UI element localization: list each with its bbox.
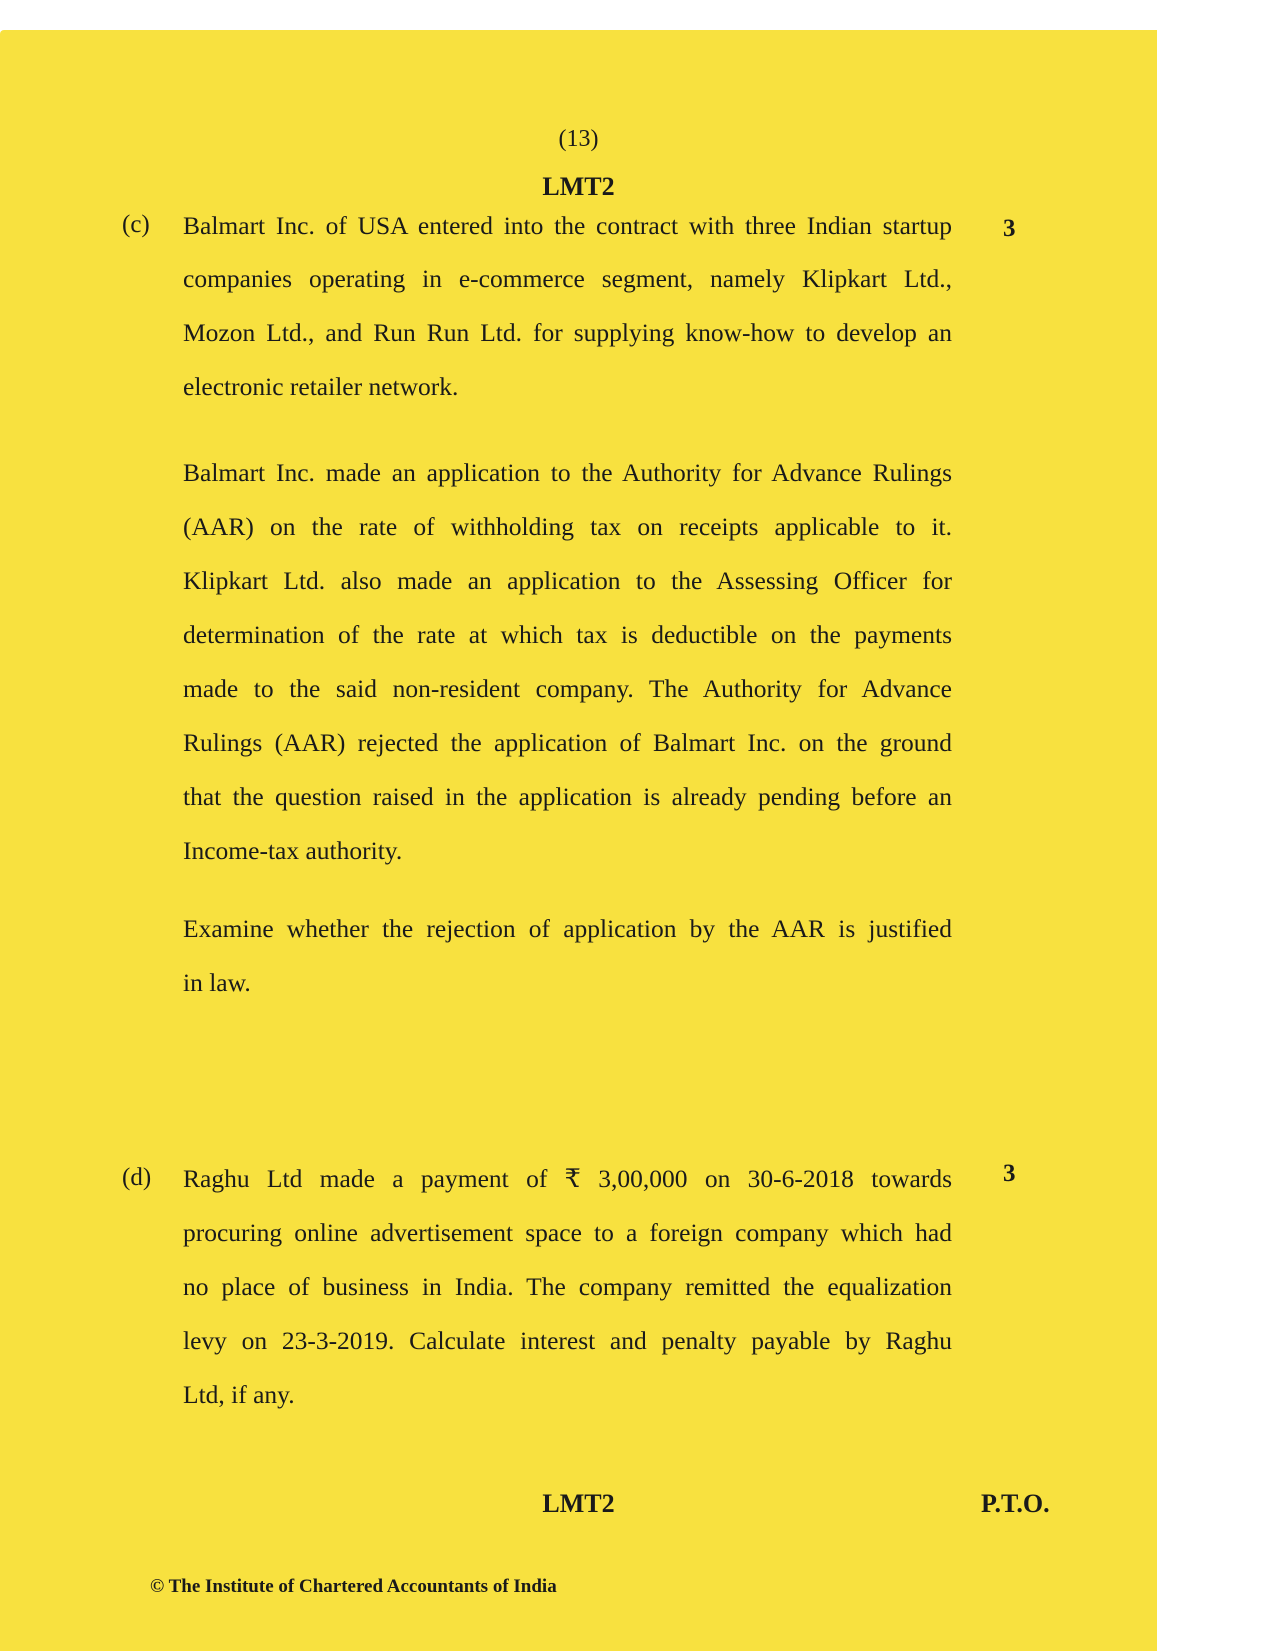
question-c-line: Klipkart Ltd. also made an application to the Assessing Officer for — [183, 566, 952, 595]
question-c-marks: 3 — [1003, 215, 1016, 242]
copyright-notice: © The Institute of Chartered Accountants of India — [150, 1576, 557, 1597]
question-c-line: that the question raised in the application is already pending before an — [183, 782, 952, 811]
paper-code-footer: LMT2 — [542, 1489, 615, 1518]
question-c-line: in law. — [183, 968, 251, 997]
question-c-line: Examine whether the rejection of application by the AAR is justified — [183, 914, 952, 943]
question-c-line: (AAR) on the rate of withholding tax on receipts applicable to it. — [183, 512, 952, 541]
question-c-line: electronic retailer network. — [183, 372, 459, 401]
question-c-label: (c) — [122, 211, 150, 238]
question-d-line: Raghu Ltd made a payment of ₹ 3,00,000 on 30-6-2018 towards — [183, 1164, 952, 1193]
question-c-line: Income-tax authority. — [183, 836, 403, 865]
question-d-line: levy on 23-3-2019. Calculate interest and penalty payable by Raghu — [183, 1326, 952, 1355]
question-c-line: Balmart Inc. made an application to the Authority for Advance Rulings — [183, 458, 952, 487]
question-c-line: Mozon Ltd., and Run Run Ltd. for supplying know-how to develop an — [183, 318, 952, 347]
question-c-line: made to the said non-resident company. The Authority for Advance — [183, 674, 952, 703]
paper-code-header: LMT2 — [542, 172, 615, 201]
question-c-line: Balmart Inc. of USA entered into the contract with three Indian startup — [183, 211, 952, 240]
please-turn-over: P.T.O. — [981, 1489, 1050, 1518]
question-d-line: procuring online advertisement space to a foreign company which had — [183, 1218, 952, 1247]
question-d-line: no place of business in India. The company remitted the equalization — [183, 1272, 952, 1301]
question-c-line: Rulings (AAR) rejected the application of Balmart Inc. on the ground — [183, 728, 952, 757]
question-c-line: companies operating in e-commerce segment, namely Klipkart Ltd., — [183, 264, 952, 293]
question-d-marks: 3 — [1003, 1160, 1016, 1187]
question-d-label: (d) — [122, 1164, 152, 1191]
page-number: (13) — [558, 126, 599, 152]
question-d-line: Ltd, if any. — [183, 1380, 295, 1409]
question-c-line: determination of the rate at which tax is deductible on the payments — [183, 620, 952, 649]
